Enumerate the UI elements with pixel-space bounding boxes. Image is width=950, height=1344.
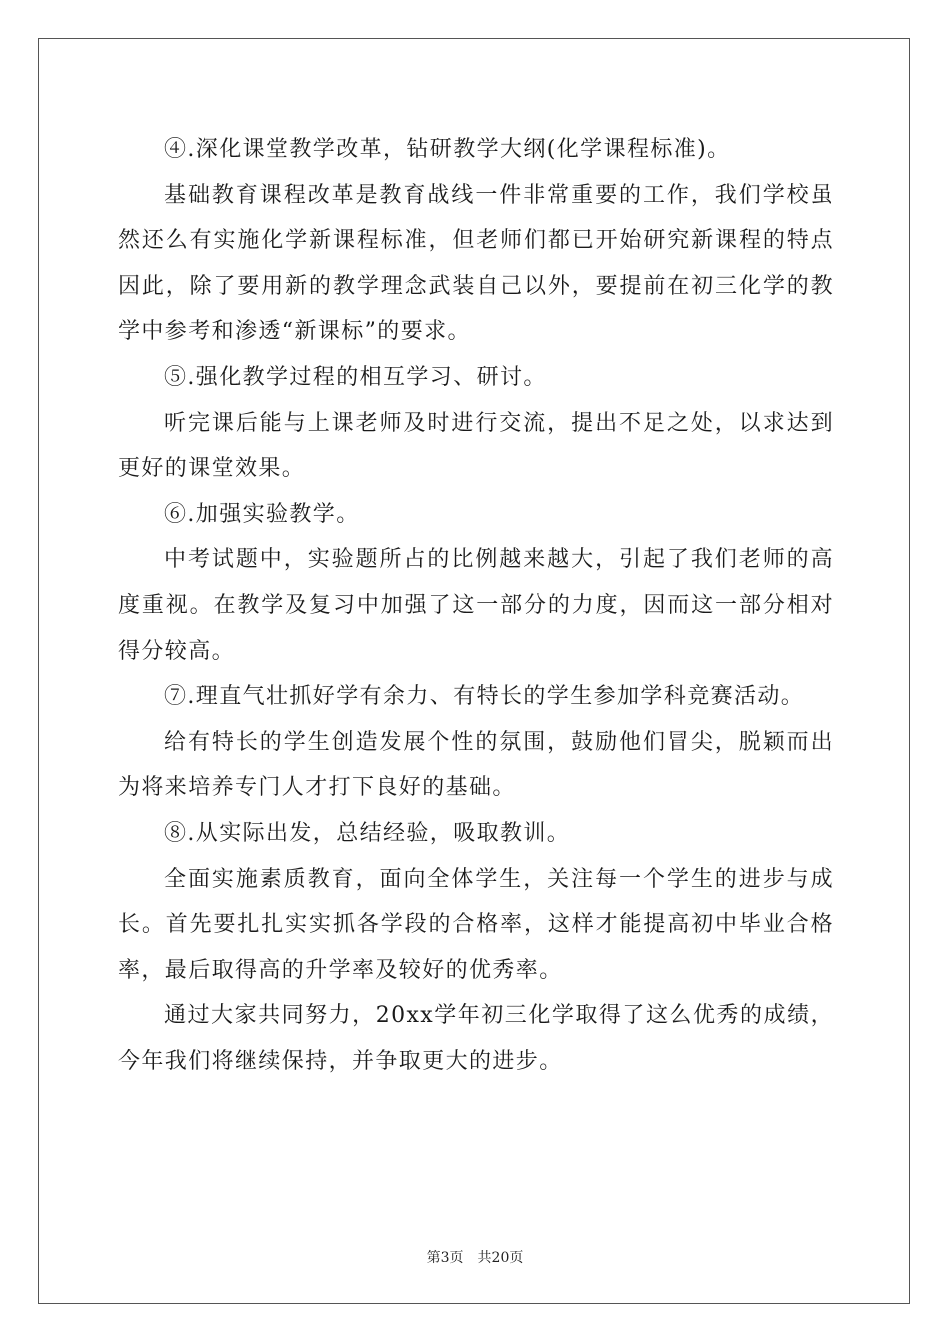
page-number: 第3页	[426, 1250, 464, 1266]
body-paragraph: 全面实施素质教育，面向全体学生，关注每一个学生的进步与成长。首先要扎扎实实抓各学段的合格率，这样才能提高初中毕业合格率，最后取得高的升学率及较好的优秀率。	[118, 866, 834, 983]
heading-item-4: ④.深化课堂教学改革，钻研教学大纲(化学课程标准)。	[164, 137, 731, 162]
page-footer	[0, 1247, 950, 1267]
page-total: 共20页	[477, 1250, 524, 1266]
document-body	[118, 127, 834, 1084]
heading-item-7: ⑦.理直气壮抓好学有余力、有特长的学生参加学科竞赛活动。	[164, 684, 805, 710]
closing-paragraph: 通过大家共同努力，20xx学年初三化学取得了这么优秀的成绩，今年我们将继续保持，并争取更大的进步。	[118, 1003, 834, 1074]
body-paragraph: 听完课后能与上课老师及时进行交流，提出不足之处，以求达到更好的课堂效果。	[118, 410, 834, 482]
heading-item-8: ⑧.从实际出发，总结经验，吸取教训。	[164, 820, 571, 846]
body-paragraph: 给有特长的学生创造发展个性的氛围，鼓励他们冒尖，脱颖而出为将来培养专门人才打下良好的基础。	[118, 729, 834, 801]
body-paragraph: 中考试题中，实验题所占的比例越来越大，引起了我们老师的高度重视。在教学及复习中加强了这一部分的力度，因而这一部分相对得分较高。	[118, 547, 834, 664]
heading-item-6: ⑥.加强实验教学。	[164, 501, 360, 527]
body-paragraph: 基础教育课程改革是教育战线一件非常重要的工作，我们学校虽然还么有实施化学新课程标准，但老师们都已开始研究新课程的特点因此，除了要用新的教学理念武装自己以外，要提前在初三化学的教学中参考和渗透“新课标”的要求。	[118, 182, 834, 345]
heading-item-5: ⑤.强化教学过程的相互学习、研讨。	[164, 364, 547, 390]
